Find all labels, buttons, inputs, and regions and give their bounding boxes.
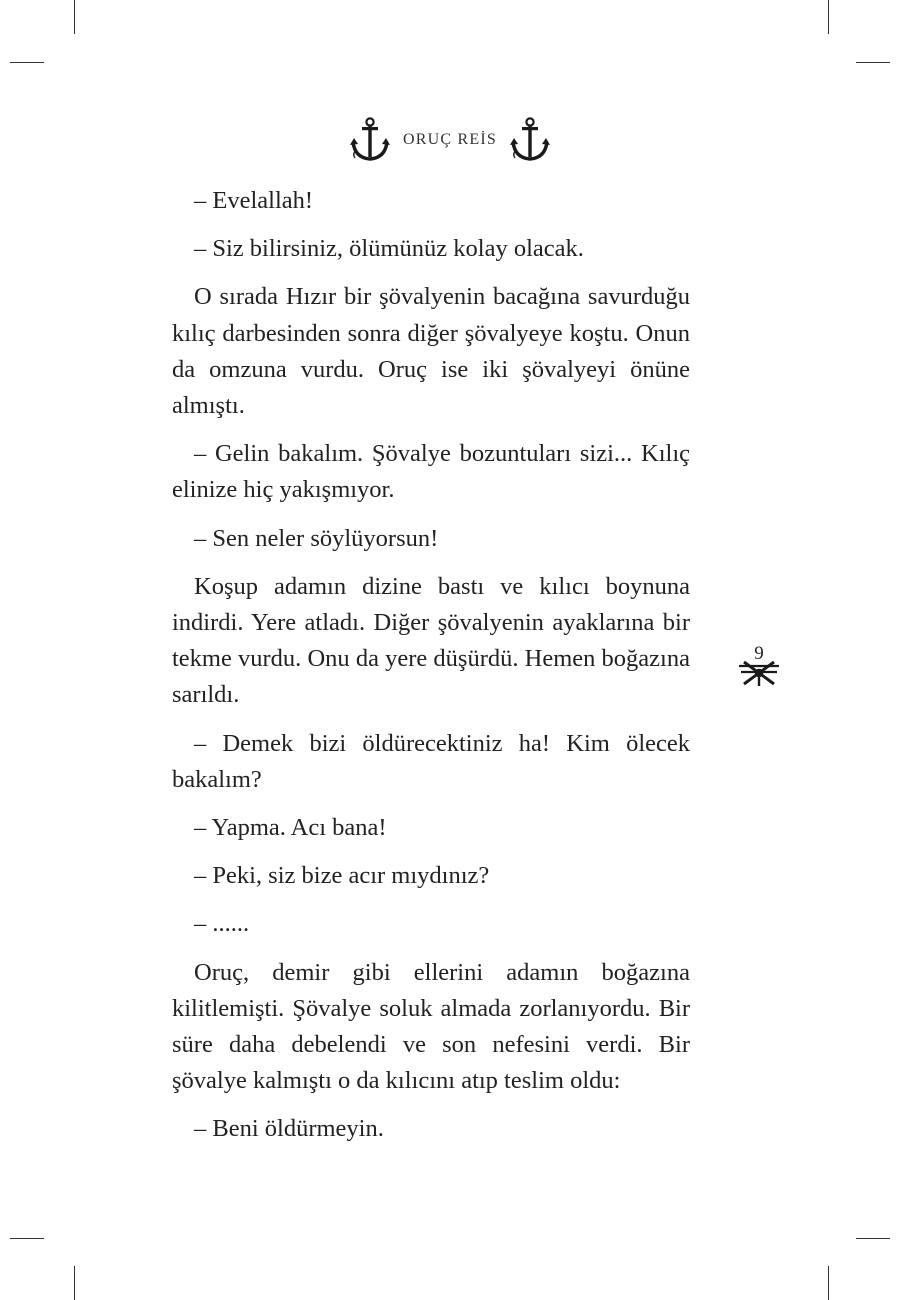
crop-mark-top-left <box>74 0 75 34</box>
narrative-paragraph: Oruç, demir gibi ellerini adamın boğazına kilitlemişti. Şövalye soluk almada zorlanıyordu. Bir süre daha debelendi ve son nefesini verdi. Bir şövalye kalmıştı o da kılıcını atıp teslim oldu: <box>172 958 690 1095</box>
narrative-paragraph: Koşup adamın dizine bastı ve kılıcı boynuna indirdi. Yere atladı. Diğer şövalyenin ayaklarına bir tekme vurdu. Onu da yere düşürdü. Hemen boğazına sarıldı. <box>172 572 690 709</box>
crop-mark-bottom-right <box>828 1266 829 1300</box>
dialogue-line: – Gelin bakalım. Şövalye bozuntuları sizi... Kılıç elinize hiç yakışmıyor. <box>172 440 690 504</box>
dialogue-line: – Evelallah! <box>194 187 314 214</box>
body-text <box>172 183 690 1160</box>
crop-mark-right-top <box>856 62 890 63</box>
crop-mark-right-bottom <box>856 1238 890 1239</box>
dialogue-line: – Yapma. Acı bana! <box>194 814 387 842</box>
anchor-icon <box>349 116 391 164</box>
crop-mark-bottom-left <box>74 1266 75 1300</box>
dialogue-line: – Siz bilirsiniz, ölümünüz kolay olacak. <box>194 235 584 263</box>
crop-mark-left-bottom <box>10 1238 44 1239</box>
page-number: 9 <box>754 643 764 664</box>
narrative-paragraph: O sırada Hızır bir şövalyenin bacağına savurduğu kılıç darbesinden sonra diğer şövalyeye koştu. Onun da omzuna vurdu. Oruç ise iki şövalyeyi önüne almıştı. <box>172 283 690 420</box>
running-title: ORUÇ REİS <box>403 131 497 148</box>
dialogue-line: – Beni öldürmeyin. <box>194 1115 384 1143</box>
page-folio <box>734 644 784 692</box>
crop-mark-left-top <box>10 62 44 63</box>
crop-mark-top-right <box>828 0 829 34</box>
dialogue-line: – Sen neler söylüyorsun! <box>194 524 439 552</box>
dialogue-line: – Demek bizi öldürecektiniz ha! Kim ölecek bakalım? <box>172 729 690 793</box>
anchor-icon <box>509 116 551 164</box>
dialogue-line: – Peki, siz bize acır mıydınız? <box>194 862 490 890</box>
running-header <box>0 112 900 168</box>
dialogue-line: – ...... <box>194 910 250 938</box>
